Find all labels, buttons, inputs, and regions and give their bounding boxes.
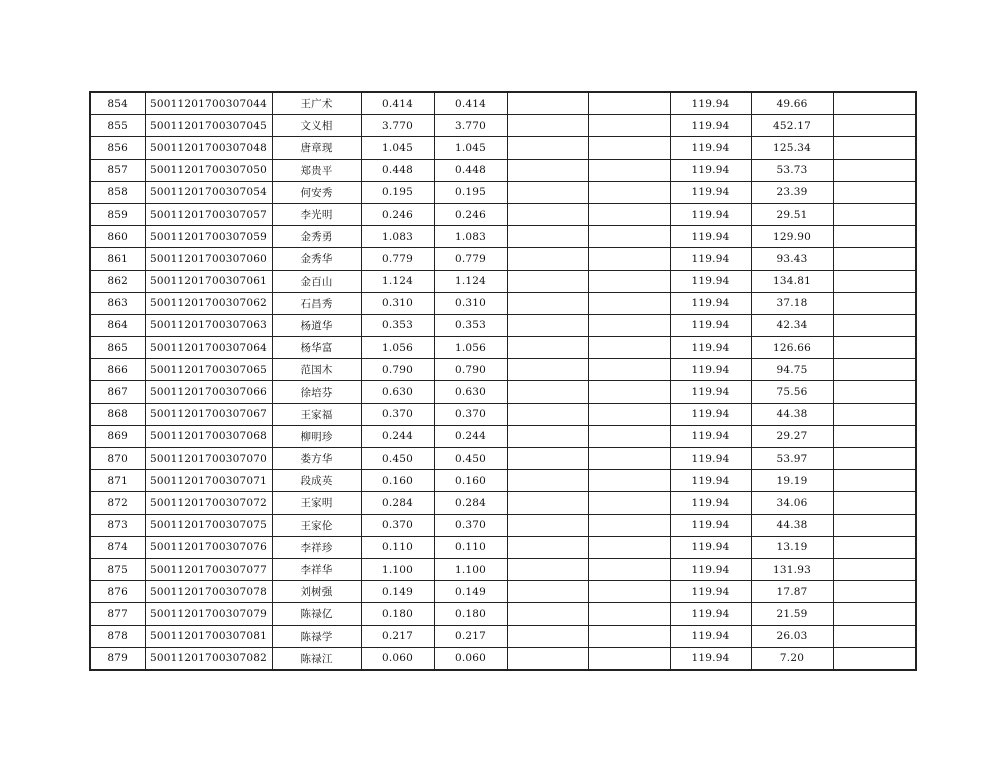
row-number-cell: 856 [90,137,145,159]
unit-price-cell: 119.94 [670,270,751,292]
table-row [90,381,916,403]
blank-cell-a [507,448,588,470]
row-number-cell: 865 [90,337,145,359]
blank-cell-b [588,448,670,470]
unit-price-cell: 119.94 [670,115,751,137]
remark-cell [833,159,916,181]
blank-cell-a [507,159,588,181]
unit-price-cell: 119.94 [670,625,751,647]
unit-price-cell: 119.94 [670,425,751,447]
amount-cell: 452.17 [751,115,833,137]
row-number-cell: 866 [90,359,145,381]
area-confirmed-cell: 0.779 [434,248,507,270]
remark-cell [833,647,916,670]
name-cell: 何安秀 [272,181,361,203]
amount-cell: 129.90 [751,226,833,248]
blank-cell-a [507,92,588,115]
code-cell: 50011201700307066 [145,381,272,403]
area-cell: 0.779 [361,248,434,270]
row-number-cell: 879 [90,647,145,670]
code-cell: 50011201700307057 [145,203,272,225]
table-row [90,159,916,181]
name-cell: 李光明 [272,203,361,225]
area-cell: 0.217 [361,625,434,647]
blank-cell-a [507,647,588,670]
amount-cell: 126.66 [751,337,833,359]
unit-price-cell: 119.94 [670,248,751,270]
row-number-cell: 870 [90,448,145,470]
blank-cell-a [507,425,588,447]
blank-cell-a [507,558,588,580]
code-cell: 50011201700307081 [145,625,272,647]
table-row [90,536,916,558]
blank-cell-a [507,115,588,137]
table-row [90,92,916,115]
name-cell: 唐章现 [272,137,361,159]
amount-cell: 26.03 [751,625,833,647]
area-confirmed-cell: 0.370 [434,403,507,425]
amount-cell: 29.27 [751,425,833,447]
blank-cell-b [588,603,670,625]
remark-cell [833,270,916,292]
unit-price-cell: 119.94 [670,492,751,514]
area-confirmed-cell: 1.045 [434,137,507,159]
unit-price-cell: 119.94 [670,203,751,225]
unit-price-cell: 119.94 [670,337,751,359]
row-number-cell: 867 [90,381,145,403]
code-cell: 50011201700307067 [145,403,272,425]
code-cell: 50011201700307044 [145,92,272,115]
remark-cell [833,115,916,137]
blank-cell-b [588,181,670,203]
area-confirmed-cell: 1.100 [434,558,507,580]
area-confirmed-cell: 0.195 [434,181,507,203]
row-number-cell: 854 [90,92,145,115]
name-cell: 李祥华 [272,558,361,580]
amount-cell: 94.75 [751,359,833,381]
blank-cell-a [507,381,588,403]
remark-cell [833,514,916,536]
area-cell: 0.370 [361,403,434,425]
row-number-cell: 875 [90,558,145,580]
table-row [90,492,916,514]
blank-cell-b [588,470,670,492]
remark-cell [833,181,916,203]
area-confirmed-cell: 1.124 [434,270,507,292]
amount-cell: 29.51 [751,203,833,225]
code-cell: 50011201700307048 [145,137,272,159]
code-cell: 50011201700307062 [145,292,272,314]
area-cell: 0.160 [361,470,434,492]
blank-cell-b [588,381,670,403]
amount-cell: 131.93 [751,558,833,580]
table-row [90,292,916,314]
blank-cell-a [507,203,588,225]
remark-cell [833,403,916,425]
name-cell: 郑贵平 [272,159,361,181]
area-confirmed-cell: 0.450 [434,448,507,470]
name-cell: 王家福 [272,403,361,425]
blank-cell-b [588,492,670,514]
code-cell: 50011201700307065 [145,359,272,381]
area-confirmed-cell: 0.244 [434,425,507,447]
unit-price-cell: 119.94 [670,159,751,181]
area-confirmed-cell: 0.217 [434,625,507,647]
table-row [90,514,916,536]
blank-cell-a [507,181,588,203]
area-confirmed-cell: 3.770 [434,115,507,137]
area-confirmed-cell: 0.110 [434,536,507,558]
code-cell: 50011201700307054 [145,181,272,203]
amount-cell: 75.56 [751,381,833,403]
area-confirmed-cell: 0.060 [434,647,507,670]
row-number-cell: 857 [90,159,145,181]
remark-cell [833,381,916,403]
row-number-cell: 861 [90,248,145,270]
remark-cell [833,448,916,470]
amount-cell: 23.39 [751,181,833,203]
amount-cell: 13.19 [751,536,833,558]
area-confirmed-cell: 0.284 [434,492,507,514]
blank-cell-b [588,403,670,425]
area-cell: 1.056 [361,337,434,359]
code-cell: 50011201700307063 [145,314,272,336]
name-cell: 娄方华 [272,448,361,470]
name-cell: 柳明珍 [272,425,361,447]
area-confirmed-cell: 0.160 [434,470,507,492]
row-number-cell: 876 [90,581,145,603]
remark-cell [833,603,916,625]
remark-cell [833,292,916,314]
table-row [90,647,916,670]
area-cell: 1.100 [361,558,434,580]
table-row [90,203,916,225]
amount-cell: 44.38 [751,403,833,425]
unit-price-cell: 119.94 [670,448,751,470]
name-cell: 陈禄学 [272,625,361,647]
unit-price-cell: 119.94 [670,581,751,603]
unit-price-cell: 119.94 [670,603,751,625]
remark-cell [833,425,916,447]
unit-price-cell: 119.94 [670,647,751,670]
row-number-cell: 864 [90,314,145,336]
amount-cell: 17.87 [751,581,833,603]
table-row [90,403,916,425]
blank-cell-b [588,137,670,159]
amount-cell: 21.59 [751,603,833,625]
remark-cell [833,581,916,603]
remark-cell [833,248,916,270]
unit-price-cell: 119.94 [670,292,751,314]
blank-cell-a [507,337,588,359]
blank-cell-a [507,492,588,514]
area-cell: 1.124 [361,270,434,292]
blank-cell-a [507,514,588,536]
amount-cell: 19.19 [751,470,833,492]
unit-price-cell: 119.94 [670,381,751,403]
name-cell: 陈禄亿 [272,603,361,625]
unit-price-cell: 119.94 [670,359,751,381]
table-row [90,625,916,647]
blank-cell-a [507,314,588,336]
area-confirmed-cell: 0.246 [434,203,507,225]
area-cell: 0.244 [361,425,434,447]
area-cell: 0.060 [361,647,434,670]
area-confirmed-cell: 0.370 [434,514,507,536]
area-confirmed-cell: 1.056 [434,337,507,359]
table-row [90,425,916,447]
area-confirmed-cell: 0.414 [434,92,507,115]
name-cell: 王广术 [272,92,361,115]
row-number-cell: 860 [90,226,145,248]
area-confirmed-cell: 0.790 [434,359,507,381]
remark-cell [833,492,916,514]
blank-cell-b [588,314,670,336]
code-cell: 50011201700307071 [145,470,272,492]
blank-cell-b [588,514,670,536]
area-cell: 1.083 [361,226,434,248]
blank-cell-b [588,359,670,381]
area-confirmed-cell: 1.083 [434,226,507,248]
amount-cell: 93.43 [751,248,833,270]
blank-cell-a [507,359,588,381]
area-confirmed-cell: 0.353 [434,314,507,336]
table-row [90,448,916,470]
area-cell: 0.450 [361,448,434,470]
table-row [90,581,916,603]
blank-cell-a [507,536,588,558]
row-number-cell: 872 [90,492,145,514]
row-number-cell: 859 [90,203,145,225]
data-table [89,91,917,671]
amount-cell: 49.66 [751,92,833,115]
code-cell: 50011201700307045 [145,115,272,137]
remark-cell [833,92,916,115]
table-row [90,359,916,381]
code-cell: 50011201700307050 [145,159,272,181]
blank-cell-a [507,625,588,647]
amount-cell: 125.34 [751,137,833,159]
name-cell: 石昌秀 [272,292,361,314]
row-number-cell: 874 [90,536,145,558]
amount-cell: 34.06 [751,492,833,514]
code-cell: 50011201700307077 [145,558,272,580]
unit-price-cell: 119.94 [670,403,751,425]
area-cell: 0.790 [361,359,434,381]
area-cell: 3.770 [361,115,434,137]
amount-cell: 53.97 [751,448,833,470]
row-number-cell: 858 [90,181,145,203]
table-row [90,181,916,203]
area-confirmed-cell: 0.149 [434,581,507,603]
blank-cell-b [588,92,670,115]
row-number-cell: 877 [90,603,145,625]
table-row [90,314,916,336]
code-cell: 50011201700307060 [145,248,272,270]
amount-cell: 37.18 [751,292,833,314]
name-cell: 金百山 [272,270,361,292]
blank-cell-b [588,647,670,670]
blank-cell-a [507,137,588,159]
area-cell: 0.149 [361,581,434,603]
amount-cell: 53.73 [751,159,833,181]
amount-cell: 44.38 [751,514,833,536]
name-cell: 杨华富 [272,337,361,359]
blank-cell-b [588,425,670,447]
area-cell: 0.353 [361,314,434,336]
amount-cell: 42.34 [751,314,833,336]
code-cell: 50011201700307064 [145,337,272,359]
blank-cell-a [507,248,588,270]
code-cell: 50011201700307079 [145,603,272,625]
area-cell: 0.110 [361,536,434,558]
code-cell: 50011201700307072 [145,492,272,514]
row-number-cell: 878 [90,625,145,647]
unit-price-cell: 119.94 [670,558,751,580]
row-number-cell: 862 [90,270,145,292]
blank-cell-b [588,248,670,270]
area-cell: 0.414 [361,92,434,115]
name-cell: 段成英 [272,470,361,492]
name-cell: 金秀勇 [272,226,361,248]
unit-price-cell: 119.94 [670,92,751,115]
table-row [90,603,916,625]
unit-price-cell: 119.94 [670,181,751,203]
unit-price-cell: 119.94 [670,536,751,558]
area-cell: 1.045 [361,137,434,159]
name-cell: 杨道华 [272,314,361,336]
blank-cell-b [588,536,670,558]
blank-cell-b [588,337,670,359]
remark-cell [833,137,916,159]
table-row [90,137,916,159]
area-cell: 0.630 [361,381,434,403]
unit-price-cell: 119.94 [670,314,751,336]
table-row [90,470,916,492]
name-cell: 徐培芬 [272,381,361,403]
blank-cell-b [588,270,670,292]
area-cell: 0.448 [361,159,434,181]
row-number-cell: 868 [90,403,145,425]
remark-cell [833,314,916,336]
row-number-cell: 863 [90,292,145,314]
code-cell: 50011201700307078 [145,581,272,603]
unit-price-cell: 119.94 [670,226,751,248]
blank-cell-b [588,581,670,603]
code-cell: 50011201700307082 [145,647,272,670]
name-cell: 陈禄江 [272,647,361,670]
code-cell: 50011201700307059 [145,226,272,248]
code-cell: 50011201700307076 [145,536,272,558]
code-cell: 50011201700307075 [145,514,272,536]
blank-cell-b [588,203,670,225]
unit-price-cell: 119.94 [670,514,751,536]
blank-cell-b [588,115,670,137]
code-cell: 50011201700307068 [145,425,272,447]
blank-cell-a [507,403,588,425]
row-number-cell: 873 [90,514,145,536]
blank-cell-a [507,581,588,603]
remark-cell [833,226,916,248]
row-number-cell: 871 [90,470,145,492]
name-cell: 刘树强 [272,581,361,603]
blank-cell-a [507,292,588,314]
name-cell: 李祥珍 [272,536,361,558]
area-cell: 0.180 [361,603,434,625]
remark-cell [833,359,916,381]
remark-cell [833,558,916,580]
table-row [90,270,916,292]
blank-cell-b [588,558,670,580]
amount-cell: 7.20 [751,647,833,670]
blank-cell-a [507,470,588,492]
remark-cell [833,625,916,647]
table-body [90,92,916,670]
area-cell: 0.246 [361,203,434,225]
name-cell: 金秀华 [272,248,361,270]
blank-cell-b [588,226,670,248]
area-cell: 0.310 [361,292,434,314]
blank-cell-b [588,292,670,314]
area-confirmed-cell: 0.448 [434,159,507,181]
blank-cell-b [588,159,670,181]
row-number-cell: 869 [90,425,145,447]
table-row [90,115,916,137]
name-cell: 文义相 [272,115,361,137]
name-cell: 王家明 [272,492,361,514]
amount-cell: 134.81 [751,270,833,292]
blank-cell-b [588,625,670,647]
table-row [90,248,916,270]
area-confirmed-cell: 0.630 [434,381,507,403]
remark-cell [833,470,916,492]
area-cell: 0.284 [361,492,434,514]
unit-price-cell: 119.94 [670,137,751,159]
table-row [90,337,916,359]
table-row [90,226,916,248]
blank-cell-a [507,226,588,248]
code-cell: 50011201700307070 [145,448,272,470]
blank-cell-a [507,603,588,625]
area-cell: 0.195 [361,181,434,203]
area-cell: 0.370 [361,514,434,536]
table-row [90,558,916,580]
blank-cell-a [507,270,588,292]
unit-price-cell: 119.94 [670,470,751,492]
remark-cell [833,203,916,225]
code-cell: 50011201700307061 [145,270,272,292]
name-cell: 王家伦 [272,514,361,536]
area-confirmed-cell: 0.310 [434,292,507,314]
row-number-cell: 855 [90,115,145,137]
remark-cell [833,536,916,558]
remark-cell [833,337,916,359]
name-cell: 范国木 [272,359,361,381]
area-confirmed-cell: 0.180 [434,603,507,625]
